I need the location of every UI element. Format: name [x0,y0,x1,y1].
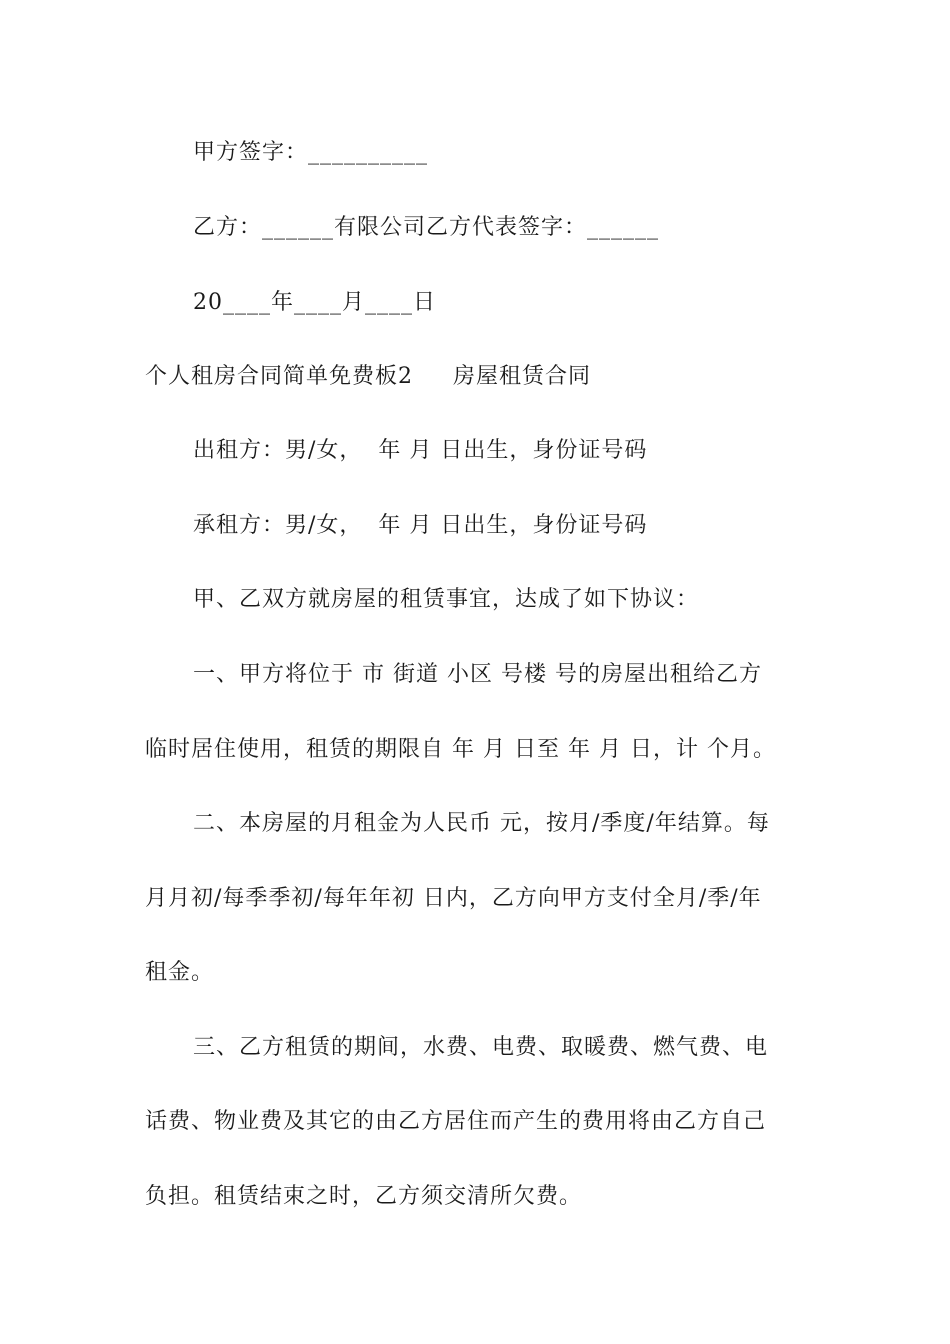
clause-3-line-3: 负担。租赁结束之时，乙方须交清所欠费。 [145,1184,583,1209]
lessee-line: 承租方：男/女， 年 月 日出生，身份证号码 [193,513,648,538]
date-line: 20____年____月____日 [193,290,436,315]
party-a-signature-line: 甲方签字：__________ [193,140,429,165]
agreement-intro: 甲、乙双方就房屋的租赁事宜，达成了如下协议： [193,587,700,612]
clause-2-line-2: 月月初/每季季初/每年年初 日内，乙方向甲方支付全月/季/年 [145,886,762,911]
clause-2-line-1: 二、本房屋的月租金为人民币 元，按月/季度/年结算。每 [193,811,770,836]
clause-1-line-1: 一、甲方将位于 市 街道 小区 号楼 号的房屋出租给乙方 [193,662,762,687]
party-b-signature-line: 乙方：______有限公司乙方代表签字：______ [193,215,660,240]
clause-3-line-1: 三、乙方租赁的期间，水费、电费、取暖费、燃气费、电 [193,1035,769,1060]
clause-1-line-2: 临时居住使用，租赁的期限自 年 月 日至 年 月 日，计 个月。 [145,737,776,762]
lessor-line: 出租方：男/女， 年 月 日出生，身份证号码 [193,438,648,463]
clause-2-line-3: 租金。 [145,960,215,985]
contract-title: 个人租房合同简单免费板2 房屋租赁合同 [145,364,591,389]
clause-3-line-2: 话费、物业费及其它的由乙方居住而产生的费用将由乙方自己 [145,1109,767,1134]
